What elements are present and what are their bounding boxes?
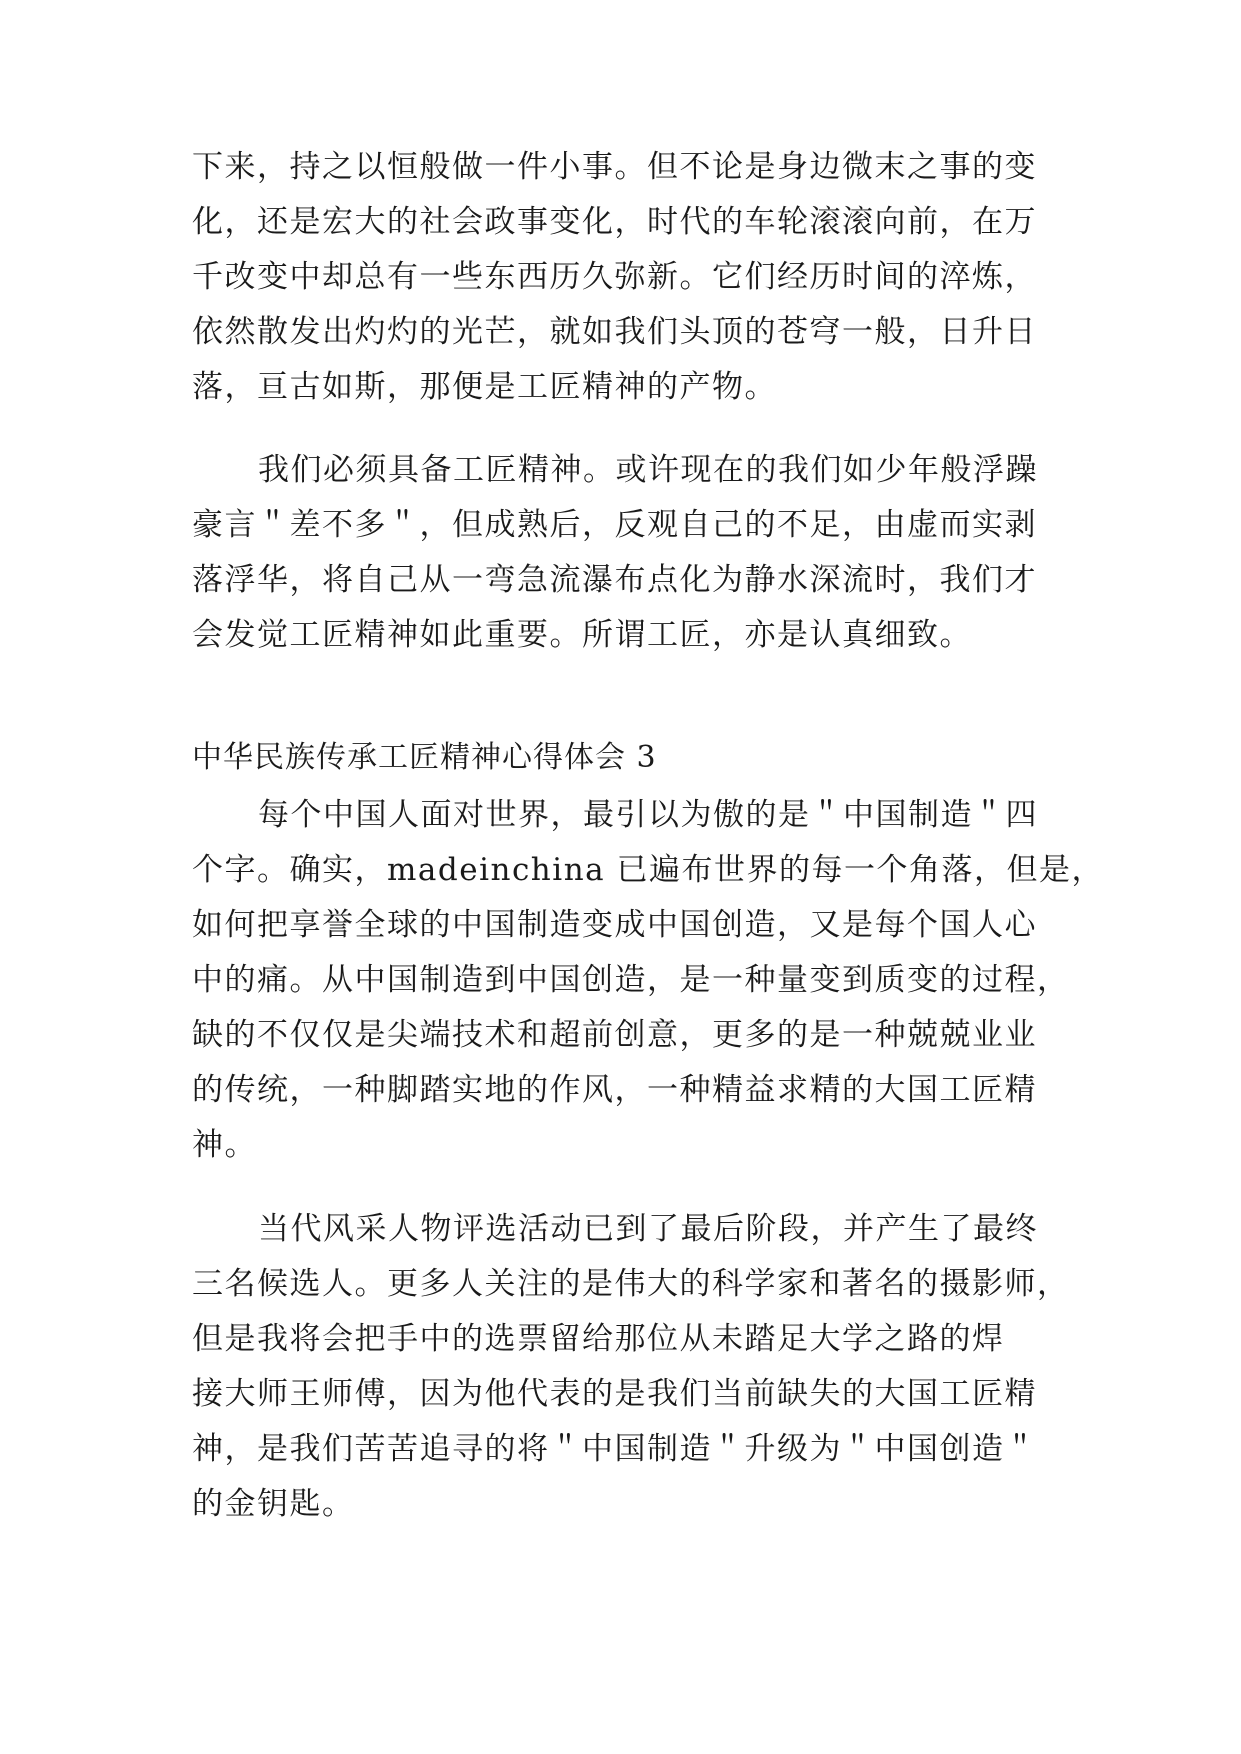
paragraph-1-line-5: 落，亘古如斯，那便是工匠精神的产物。: [192, 369, 777, 405]
paragraph-1-line-1: 下来，持之以恒般做一件小事。但不论是身边微末之事的变: [192, 149, 1037, 185]
paragraph-3-line-4: 中的痛。从中国制造到中国创造，是一种量变到质变的过程，: [192, 962, 1070, 998]
paragraph-4-line-2: 三名候选人。更多人关注的是伟大的科学家和著名的摄影师，: [192, 1266, 1070, 1302]
paragraph-1-line-4: 依然散发出灼灼的光芒，就如我们头顶的苍穹一般，日升日: [192, 314, 1037, 350]
paragraph-3-line-3: 如何把享誉全球的中国制造变成中国创造，又是每个国人心: [192, 907, 1037, 943]
paragraph-2-line-4: 会发觉工匠精神如此重要。所谓工匠，亦是认真细致。: [192, 617, 972, 653]
paragraph-4-line-4: 接大师王师傅，因为他代表的是我们当前缺失的大国工匠精: [192, 1376, 1037, 1412]
paragraph-3-line-2: 个字。确实，madeinchina 已遍布世界的每一个角落，但是，: [192, 852, 1104, 888]
paragraph-4-line-6: 的金钥匙。: [192, 1486, 355, 1522]
paragraph-2-line-1: 我们必须具备工匠精神。或许现在的我们如少年般浮躁: [258, 452, 1038, 488]
paragraph-1-line-2: 化，还是宏大的社会政事变化，时代的车轮滚滚向前，在万: [192, 204, 1037, 240]
paragraph-3-line-5: 缺的不仅仅是尖端技术和超前创意，更多的是一种兢兢业业: [192, 1017, 1037, 1053]
paragraph-4-line-5: 神，是我们苦苦追寻的将＂中国制造＂升级为＂中国创造＂: [192, 1431, 1037, 1467]
paragraph-2-line-3: 落浮华，将自己从一弯急流瀑布点化为静水深流时，我们才: [192, 562, 1037, 598]
paragraph-2-line-2: 豪言＂差不多＂，但成熟后，反观自己的不足，由虚而实剥: [192, 507, 1037, 543]
paragraph-4-line-3: 但是我将会把手中的选票留给那位从未踏足大学之路的焊: [192, 1321, 1005, 1357]
paragraph-1-line-3: 千改变中却总有一些东西历久弥新。它们经历时间的淬炼，: [192, 259, 1037, 295]
paragraph-3-line-6: 的传统，一种脚踏实地的作风，一种精益求精的大国工匠精: [192, 1072, 1037, 1108]
paragraph-4-line-1: 当代风采人物评选活动已到了最后阶段，并产生了最终: [258, 1211, 1038, 1247]
section-heading: 中华民族传承工匠精神心得体会 3: [192, 740, 657, 775]
paragraph-3-line-7: 神。: [192, 1127, 257, 1163]
paragraph-3-line-1: 每个中国人面对世界，最引以为傲的是＂中国制造＂四: [258, 797, 1038, 833]
